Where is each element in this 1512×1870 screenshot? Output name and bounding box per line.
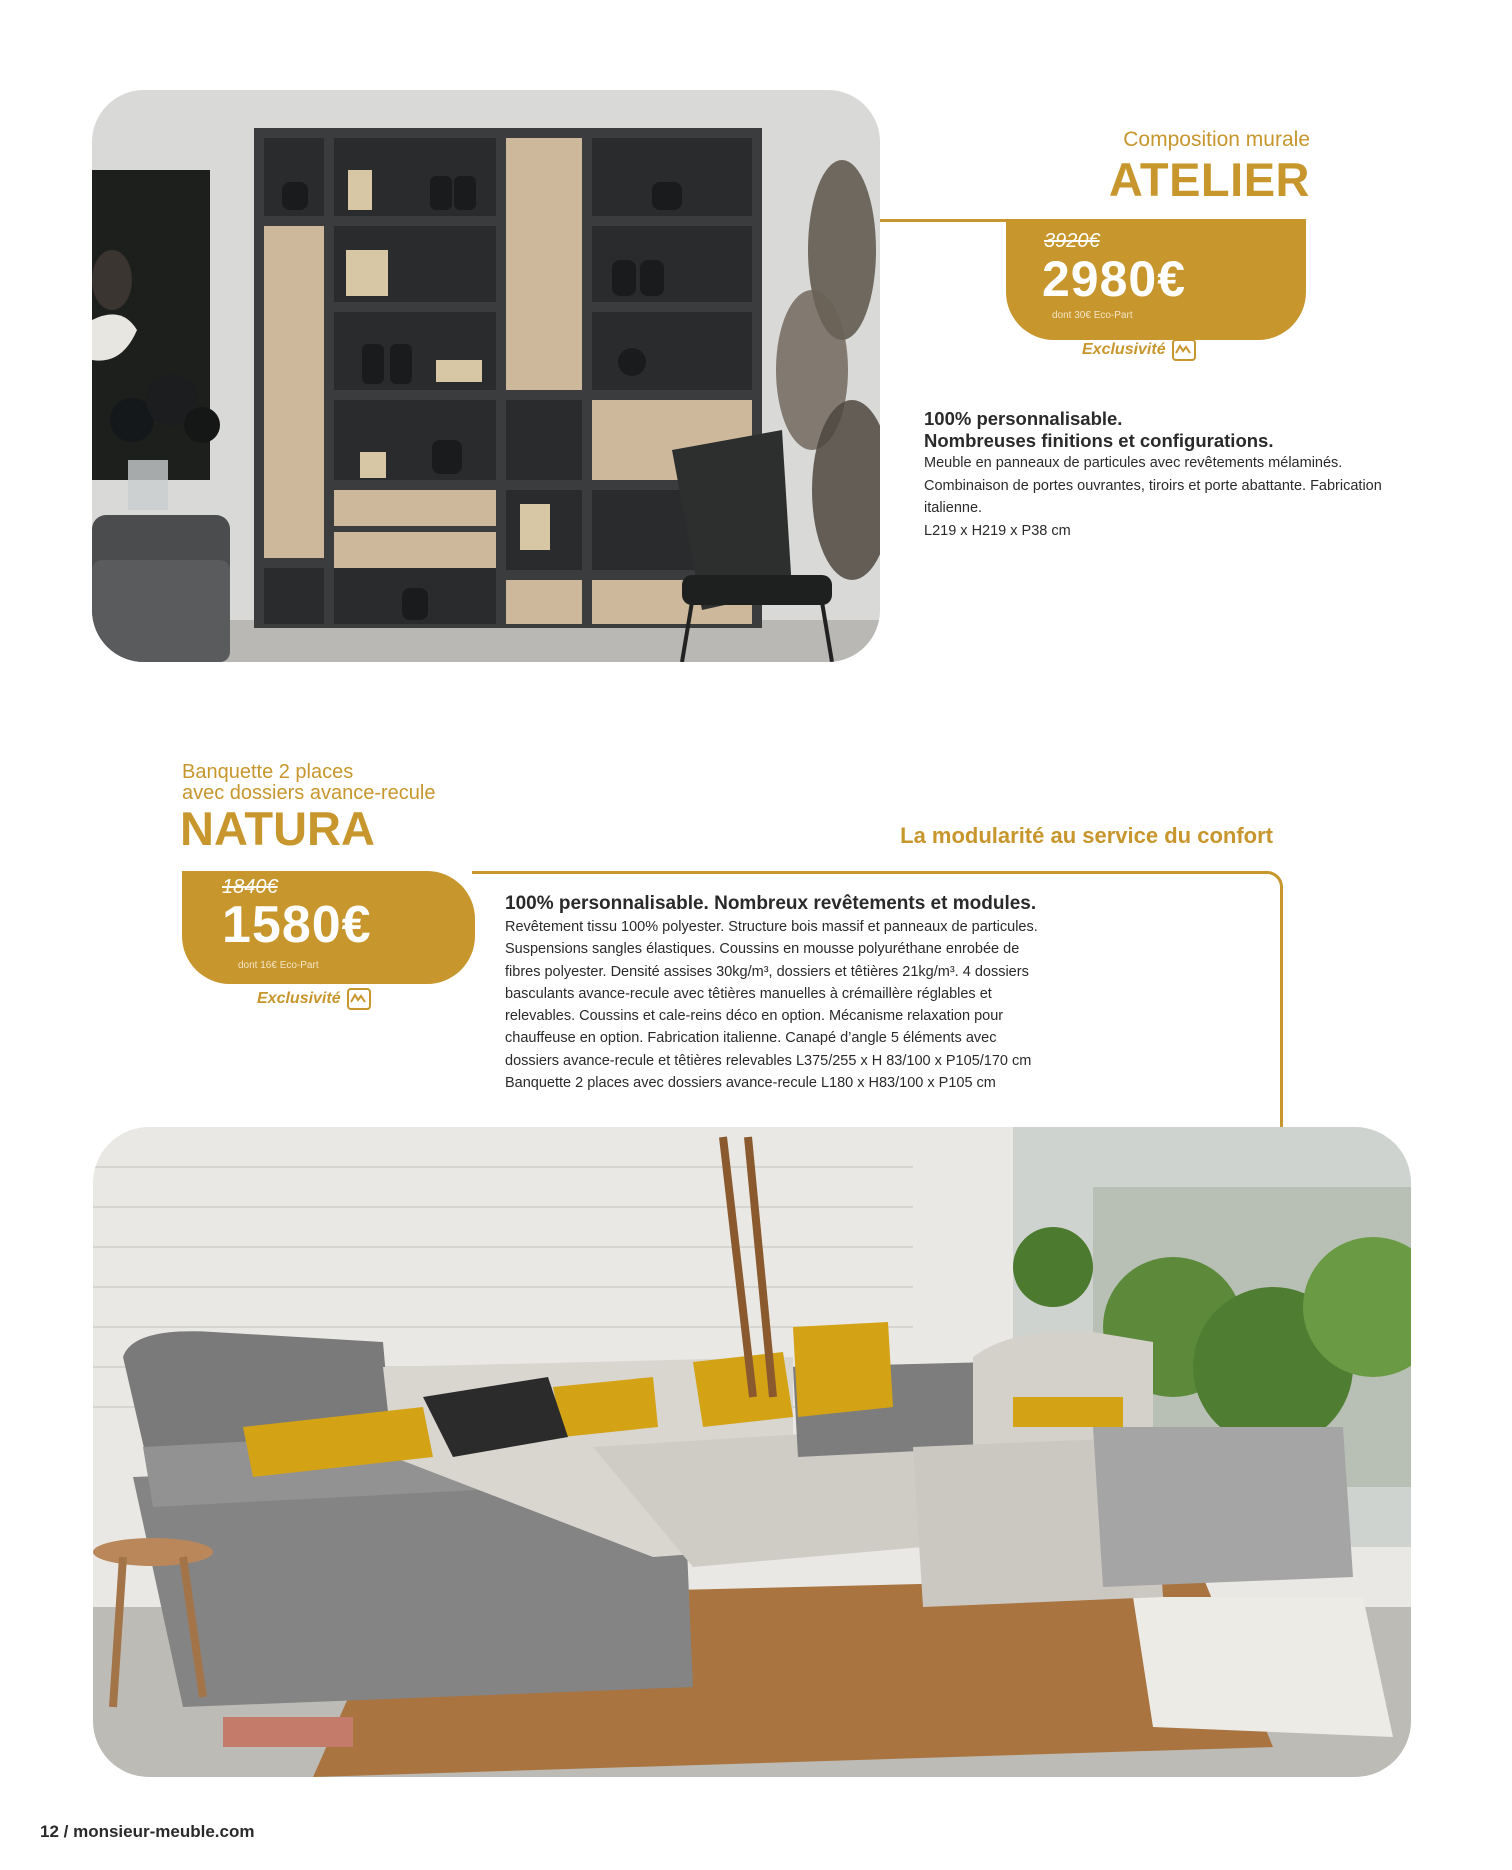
atelier-exclusivity bbox=[1082, 339, 1196, 361]
page-footer: 12 / monsieur-meuble.com bbox=[40, 1822, 255, 1841]
brand-logo-icon bbox=[347, 988, 371, 1010]
atelier-title: ATELIER bbox=[1108, 153, 1310, 206]
natura-subtitle-line1: Banquette 2 places bbox=[182, 761, 354, 783]
natura-subtitle-line2: avec dossiers avance-recule bbox=[182, 782, 436, 804]
atelier-subtitle: Composition murale bbox=[1123, 128, 1310, 151]
atelier-old-price: 3920€ bbox=[1044, 230, 1100, 252]
atelier-headline-2: Nombreuses finitions et configurations. bbox=[924, 430, 1274, 451]
atelier-headline-1: 100% personnalisable. bbox=[924, 408, 1123, 429]
atelier-connector-line bbox=[880, 219, 1010, 222]
atelier-description: Meuble en panneaux de particules avec revêtements mélaminés. Combinaison de portes ouvrantes, tiroirs et porte abattante. Fabrication italienne. bbox=[924, 455, 1382, 516]
atelier-exclusivity-label: Exclusivité bbox=[1082, 341, 1166, 359]
brand-logo-icon bbox=[1172, 339, 1196, 361]
atelier-dimensions: L219 x H219 x P38 cm bbox=[924, 522, 1071, 539]
natura-headline: 100% personnalisable. Nombreux revêtements et modules. bbox=[505, 893, 1037, 914]
atelier-description-block bbox=[924, 408, 1414, 542]
natura-exclusivity bbox=[257, 988, 371, 1010]
natura-description-block bbox=[505, 892, 1265, 1094]
atelier-price: 2980€ bbox=[1042, 251, 1187, 307]
natura-description: Revêtement tissu 100% polyester. Structure bois massif et panneaux de particules. Suspensions sangles élastiques. Coussins en mousse polyuréthane enrobée de fibres polyester. Densité assises 30kg/m³, dossiers et têtières 21kg/m³. 4 dossiers basculants avance-recule avec têtières manuelles à crémaillère réglables et relevables. Coussins et cale-reins déco en option. Mécanisme relaxation pour chauffeuse en option. Fabrication italienne. Canapé d’angle 5 éléments avec dossiers avance-recule et têtières relevables L375/255 x H 83/100 x P105/170 cm Banquette 2 places avec dossiers avance-recule L180 x H83/100 x P105 cm bbox=[505, 919, 1038, 1092]
natura-photo bbox=[93, 1127, 1411, 1777]
natura-title: NATURA bbox=[180, 802, 375, 855]
natura-price: 1580€ bbox=[222, 896, 372, 954]
natura-exclusivity-label: Exclusivité bbox=[257, 990, 341, 1008]
natura-old-price: 1840€ bbox=[222, 876, 278, 898]
natura-tagline: La modularité au service du confort bbox=[900, 823, 1273, 848]
natura-eco-part: dont 16€ Eco-Part bbox=[238, 960, 319, 971]
atelier-photo bbox=[92, 90, 880, 662]
atelier-eco-part: dont 30€ Eco-Part bbox=[1052, 310, 1133, 321]
